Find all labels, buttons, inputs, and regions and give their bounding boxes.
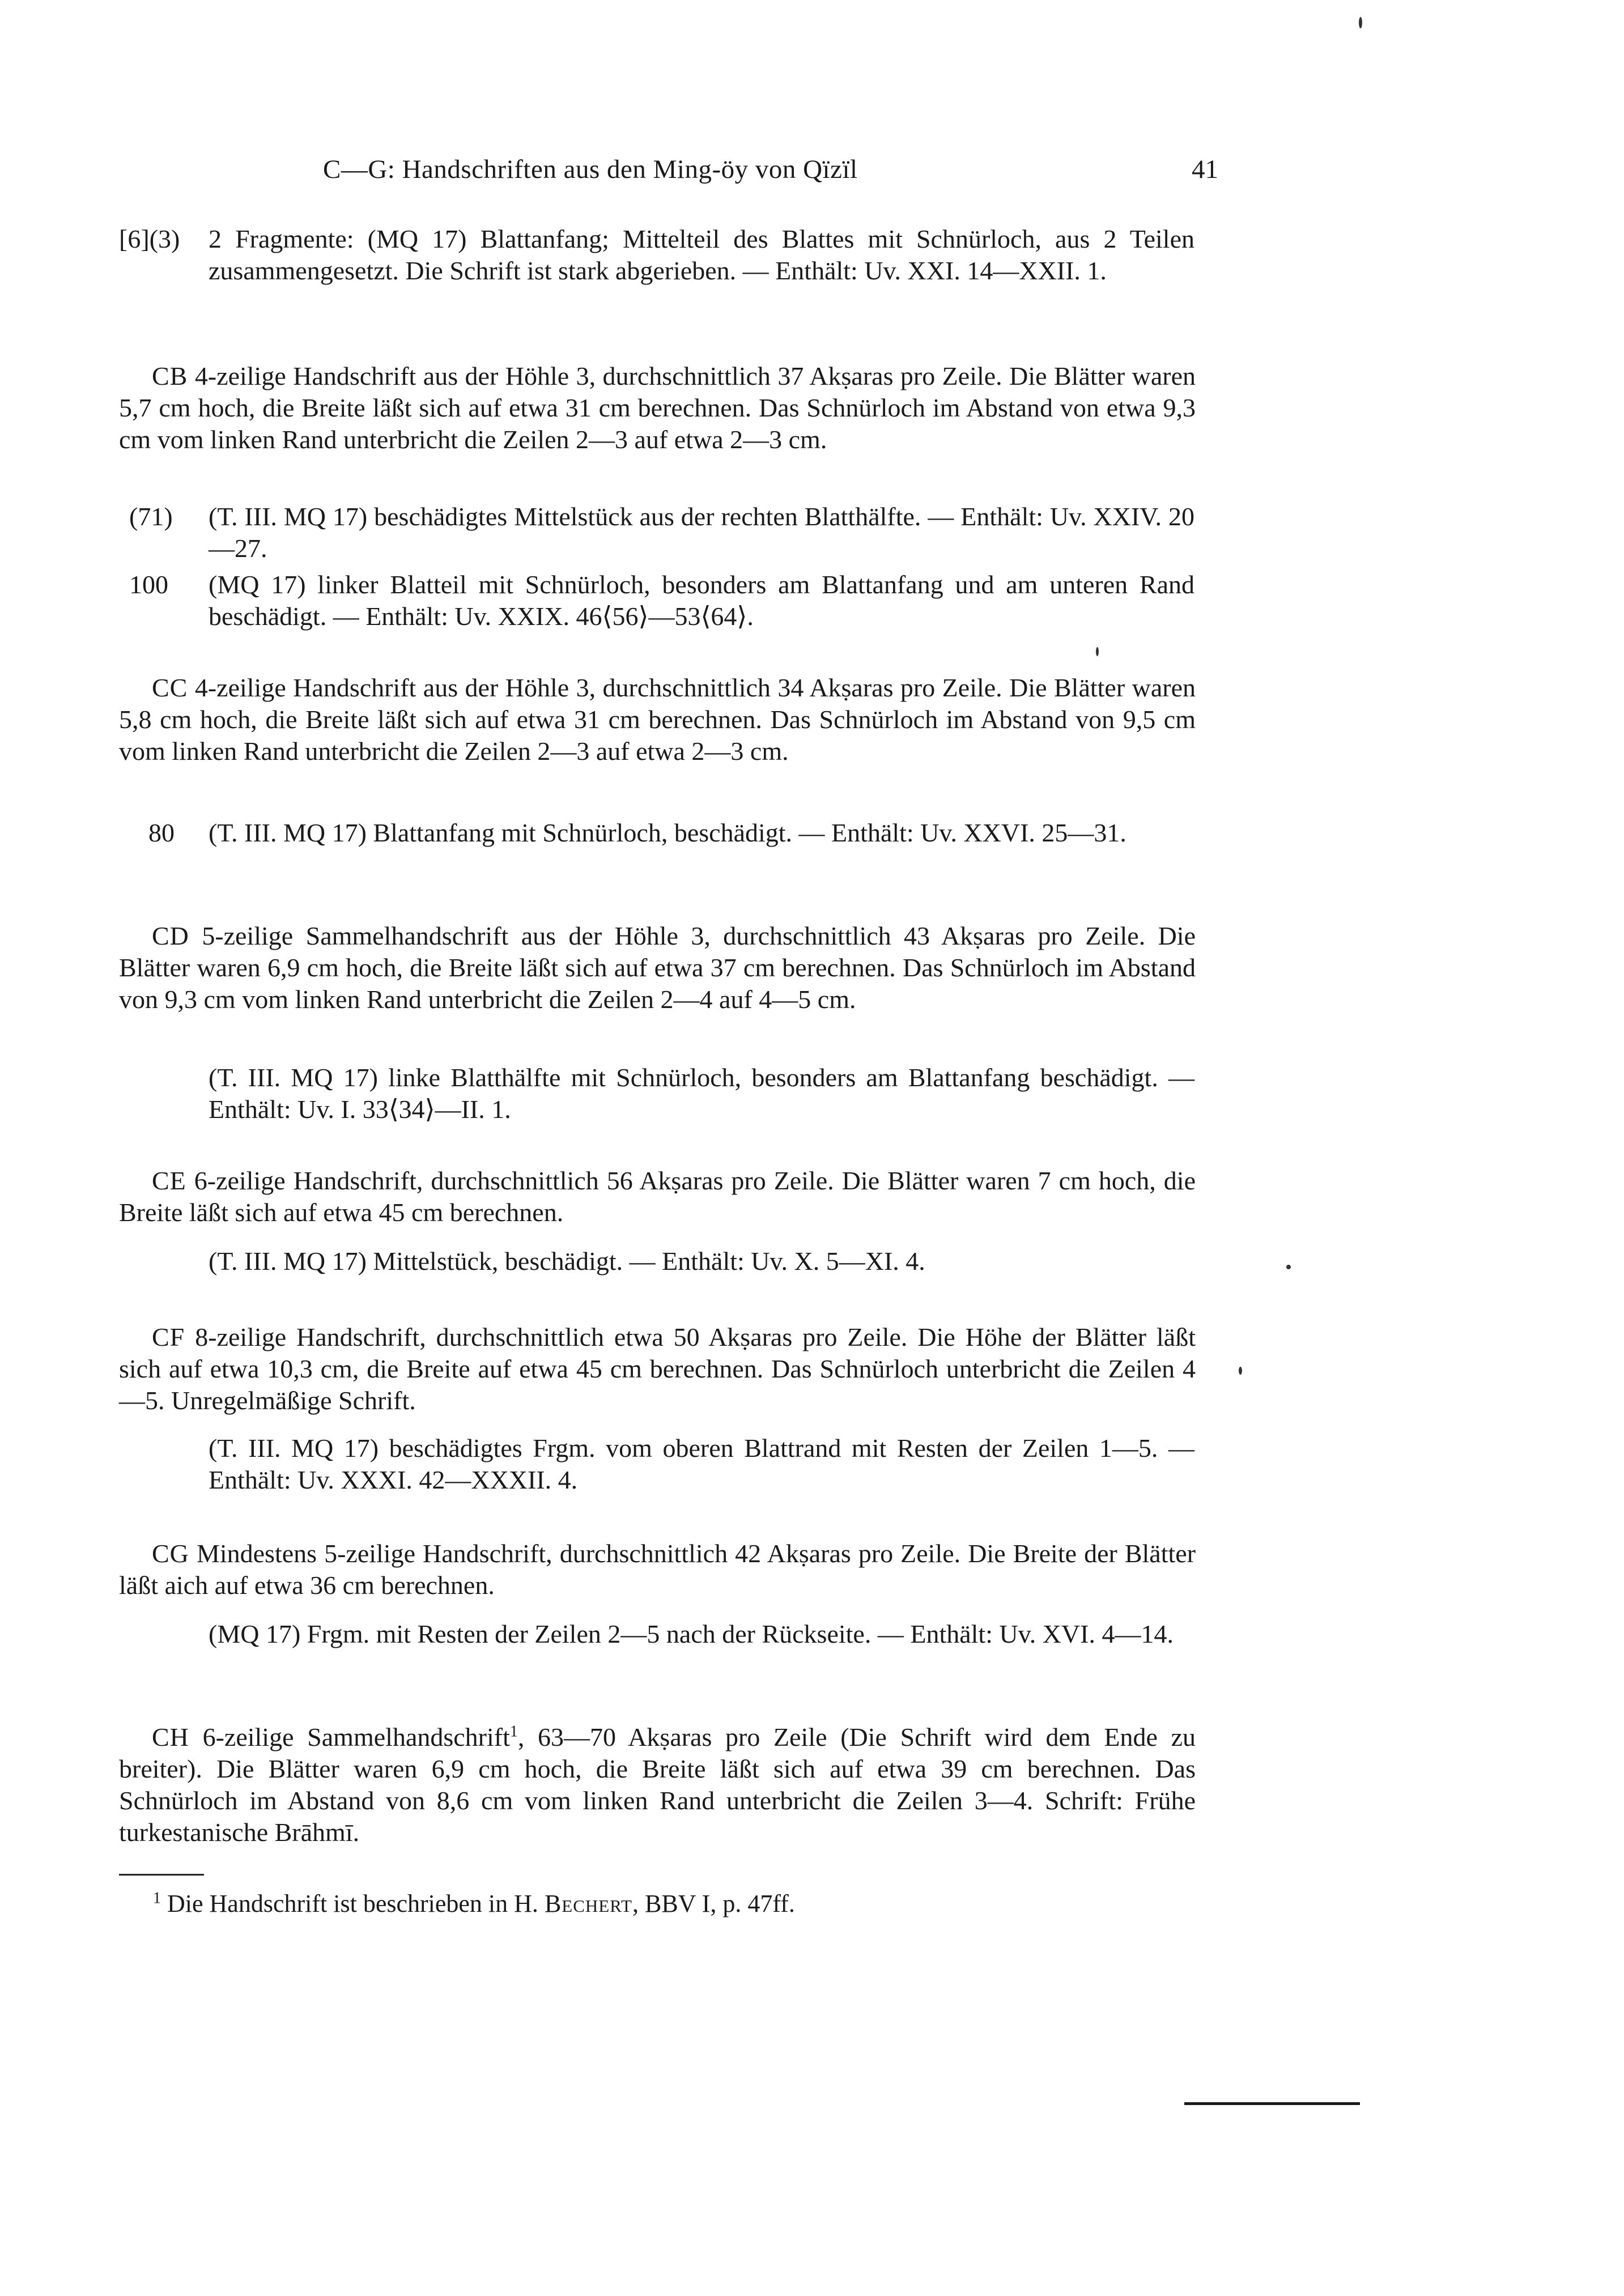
footnote-text-end: , BBV I, p. 47ff. bbox=[632, 1890, 795, 1917]
entry-text: 2 Fragmente: (MQ 17) Blattanfang; Mitteltei​l des Blattes mit Schnürloch, aus 2 Teilen zusammengesetzt. Die Schrift ist stark abgerieben. — Enthält: Uv. XXI. 14—XXII. 1. bbox=[209, 224, 1194, 285]
item-lead: 100 bbox=[129, 570, 168, 599]
scan-line bbox=[1184, 2102, 1360, 2105]
scan-mark bbox=[1286, 1265, 1291, 1269]
footnote-text: Die Handschrift ist beschrieben in H. bbox=[167, 1890, 538, 1917]
item-text: (T. III. MQ 17) Blattanfang mit Schnürloch, beschädigt. — Enthält: Uv. XXVI. 25—31. bbox=[209, 818, 1126, 847]
section-text: 6-zeilige Handschrift, durchschnittlich 56 Akṣaras pro Zeile. Die Blätter waren 7 cm hoch, die Breite läßt sich auf etwa 45 cm berechnen. bbox=[119, 1166, 1196, 1227]
footnote-mark: 1 bbox=[153, 1889, 161, 1907]
section-text: 4-zeilige Handschrift aus der Höhle 3, durchschnittlich 37 Akṣaras pro Zeile. Die Blätter waren 5,7 cm hoch, die Breite läßt sich auf etwa 31 cm berechnen. Das Schnürloch im Abstand von etwa 9,3 cm vom linken Rand unterbricht die Zeilen 2—3 auf etwa 2—3 cm. bbox=[119, 362, 1196, 454]
section-cf bbox=[119, 1321, 1196, 1417]
item-text: (T. III. MQ 17) beschädigtes Frgm. vom oberen Blattrand mit Resten der Zeilen 1—5. — Enthält: Uv. XXXI. 42—XXXII. 4. bbox=[209, 1434, 1194, 1494]
page-number: 41 bbox=[1192, 155, 1218, 184]
scan-mark bbox=[1359, 17, 1362, 28]
section-sigla: CF bbox=[152, 1323, 185, 1351]
section-sigla: CD bbox=[152, 921, 189, 950]
section-cg bbox=[119, 1538, 1196, 1601]
section-text: 5-zeilige Sammelhandschrift aus der Höhle 3, durchschnittlich 43 Akṣaras pro Zeile. Die Blätter waren 6,9 cm hoch, die Breite läßt sich auf etwa 37 cm berechnen. Das Schnürloch im Abstand von 9,3 cm vom linken Rand unterbricht die Zeilen 2—4 auf 4—5 cm. bbox=[119, 921, 1196, 1014]
header-title: C—G: Handschriften aus den Ming-öy von Qïzïl bbox=[323, 155, 858, 184]
footnote-author: Bechert bbox=[544, 1890, 632, 1917]
entry-lead: [6](3) bbox=[119, 224, 180, 253]
section-text: 6-zeilige Sammelhandschrift bbox=[202, 1723, 510, 1751]
section-ch bbox=[119, 1721, 1196, 1848]
section-cc bbox=[119, 672, 1196, 767]
item-lead: 80 bbox=[148, 818, 175, 847]
section-cb bbox=[119, 360, 1196, 456]
scan-mark bbox=[1239, 1367, 1242, 1375]
section-text: 4-zeilige Handschrift aus der Höhle 3, durchschnittlich 34 Akṣaras pro Zeile. Die Blätter waren 5,8 cm hoch, die Breite läßt sich auf etwa 31 cm berechnen. Das Schnürloch im Abstand von 9,5 cm vom linken Rand unterbricht die Zeilen 2—3 auf etwa 2—3 cm. bbox=[119, 673, 1196, 766]
footnote-rule bbox=[119, 1874, 204, 1876]
running-header bbox=[323, 154, 1218, 194]
section-sigla: CH bbox=[152, 1723, 189, 1751]
section-text-continued: , 63—70 Akṣaras pro Zeile (Die Schrift wird dem Ende zu breiter). Die Blätter waren 6,9 cm hoch, die Breite läßt sich auf etwa 39 cm berechnen. Das Schnürloch im Abstand von 8,6 cm vom linken Rand unterbricht die Zeilen 3—4. Schrift: Frühe turkestanische Brāhmī. bbox=[119, 1723, 1196, 1847]
scan-mark bbox=[1096, 647, 1099, 656]
item-text: (T. III. MQ 17) linke Blatthälfte mit Schnürloch, besonders am Blattanfang beschädigt. — Enthält: Uv. I. 33⟨34⟩—II. 1. bbox=[209, 1063, 1194, 1124]
item-text: (T. III. MQ 17) beschädigtes Mittelstück aus der rechten Blatthälfte. — Enthält: Uv. XXIV. 20—27. bbox=[209, 502, 1194, 563]
item-text: (T. III. MQ 17) Mittelstück, beschädigt. — Enthält: Uv. X. 5—XI. 4. bbox=[209, 1247, 925, 1275]
section-ce bbox=[119, 1165, 1196, 1228]
item-text: (MQ 17) Frgm. mit Resten der Zeilen 2—5 nach der Rückseite. — Enthält: Uv. XVI. 4—14. bbox=[209, 1619, 1174, 1648]
section-sigla: CG bbox=[152, 1539, 189, 1568]
item-lead: (71) bbox=[129, 502, 173, 531]
section-cd bbox=[119, 920, 1196, 1015]
section-sigla: CB bbox=[152, 362, 188, 390]
footnote-reference: 1 bbox=[509, 1723, 518, 1741]
section-text: 8-zeilige Handschrift, durchschnittlich etwa 50 Akṣaras pro Zeile. Die Höhe der Blätter läßt sich auf etwa 10,3 cm, die Breite auf etwa 45 cm berechnen. Das Schnürloch unterbricht die Zeilen 4—5. Unregelmäßige Schrift. bbox=[119, 1323, 1196, 1415]
item-text: (MQ 17) linker Blatteil mit Schnürloch, besonders am Blattanfang und am unteren Rand beschädigt. — Enthält: Uv. XXIX. 46⟨56⟩—53⟨64⟩. bbox=[209, 570, 1194, 631]
section-sigla: CC bbox=[152, 673, 188, 702]
section-sigla: CE bbox=[152, 1166, 186, 1195]
section-text: Mindestens 5-zeilige Handschrift, durchschnittlich 42 Akṣaras pro Zeile. Die Breite der Blätter läßt aich auf etwa 36 cm berechnen. bbox=[119, 1539, 1196, 1600]
footnote bbox=[153, 1889, 795, 1919]
